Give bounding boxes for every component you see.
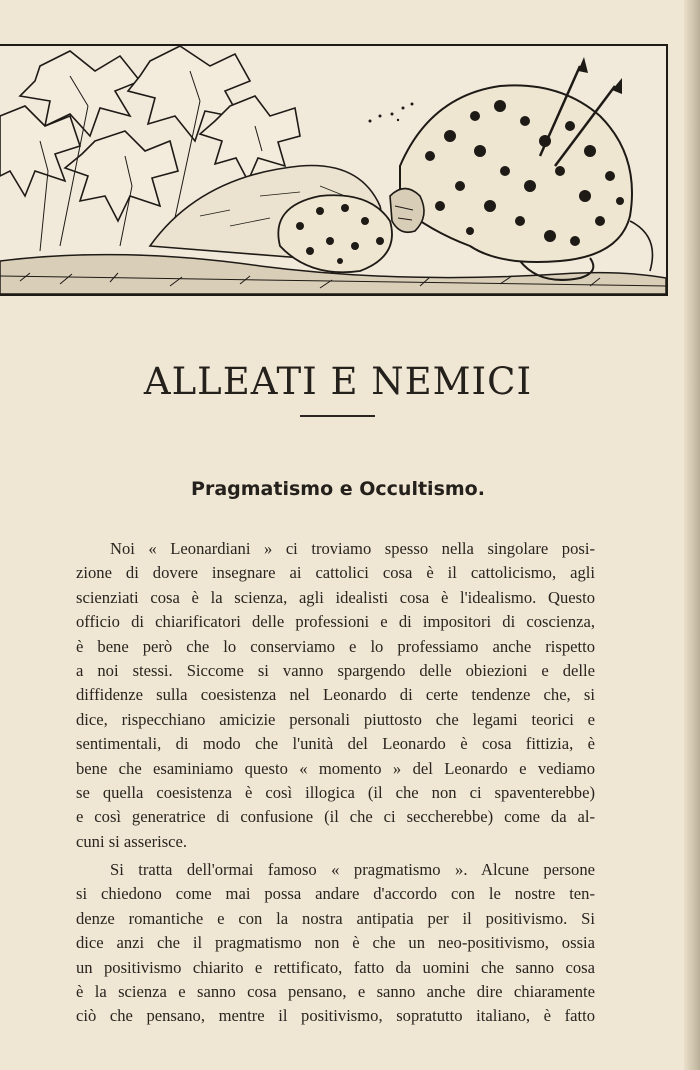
text-line: zione di dovere insegnare ai cattolici cosa è il cattolicismo, agli (76, 563, 595, 583)
title-rule (300, 415, 375, 417)
text-line: scienziati cosa è la scienza, agli idealisti cosa è l'idealismo. Questo (76, 587, 595, 607)
text-line: si chiedono come mai possa andare d'accordo con le nostre ten- (76, 884, 595, 904)
text-line: dice, rispecchiano amicizie personali piuttosto che legami teorici e (76, 709, 595, 729)
text-line: sentimentali, di modo che l'unità del Leonardo è cosa fittizia, è (76, 734, 595, 754)
text-line: officio di chiarificatori delle professioni e di impositori di coscienza, (76, 612, 595, 632)
header-illustration (0, 44, 668, 296)
paragraph-2 (76, 858, 595, 1029)
page-edge (684, 0, 700, 1070)
text-line: un positivismo chiarito e rettificato, fatto da uomini che sanno cosa (76, 957, 595, 977)
text-line: cuni si asserisce. (76, 831, 188, 851)
text-line: denze romantiche e con la nostra antipatia per il positivismo. Si (76, 908, 595, 928)
text-line: Noi « Leonardiani » ci troviamo spesso nella singolare posi- (110, 539, 595, 558)
text-line: bene che esaminiamo questo « momento » del Leonardo e vediamo (76, 758, 595, 778)
text-line: e così generatrice di confusione (il che ci seccherebbe) come da al- (76, 807, 595, 827)
text-line: Si tratta dell'ormai famoso « pragmatismo ». Alcune persone (110, 860, 595, 879)
article-subtitle: Pragmatismo e Occultismo. (191, 478, 485, 500)
text-line: ciò che pensano, mentre il positivismo, sopratutto italiano, è fatto (76, 1006, 595, 1026)
paragraph-1 (76, 537, 595, 854)
text-line: diffidenze sulla coesistenza nel Leonardo di certe tendenze che, si (76, 685, 595, 705)
text-line: è bene però che lo conserviamo e lo professiamo anche rispetto (76, 636, 595, 656)
article-title: ALLEATI E NEMICI (143, 360, 533, 403)
text-line: è la scienza e sanno cosa pensano, e sanno anche dire chiaramente (76, 981, 595, 1001)
text-line: a noi stessi. Siccome si vanno spargendo delle obiezioni e delle (76, 660, 595, 680)
text-line: se quella coesistenza è così illogica (il che non ci spaventerebbe) (76, 782, 595, 802)
leopards-fighting-man-illustration (0, 46, 666, 294)
text-line: dice anzi che il pragmatismo non è che un neo-positivismo, ossia (76, 933, 595, 953)
